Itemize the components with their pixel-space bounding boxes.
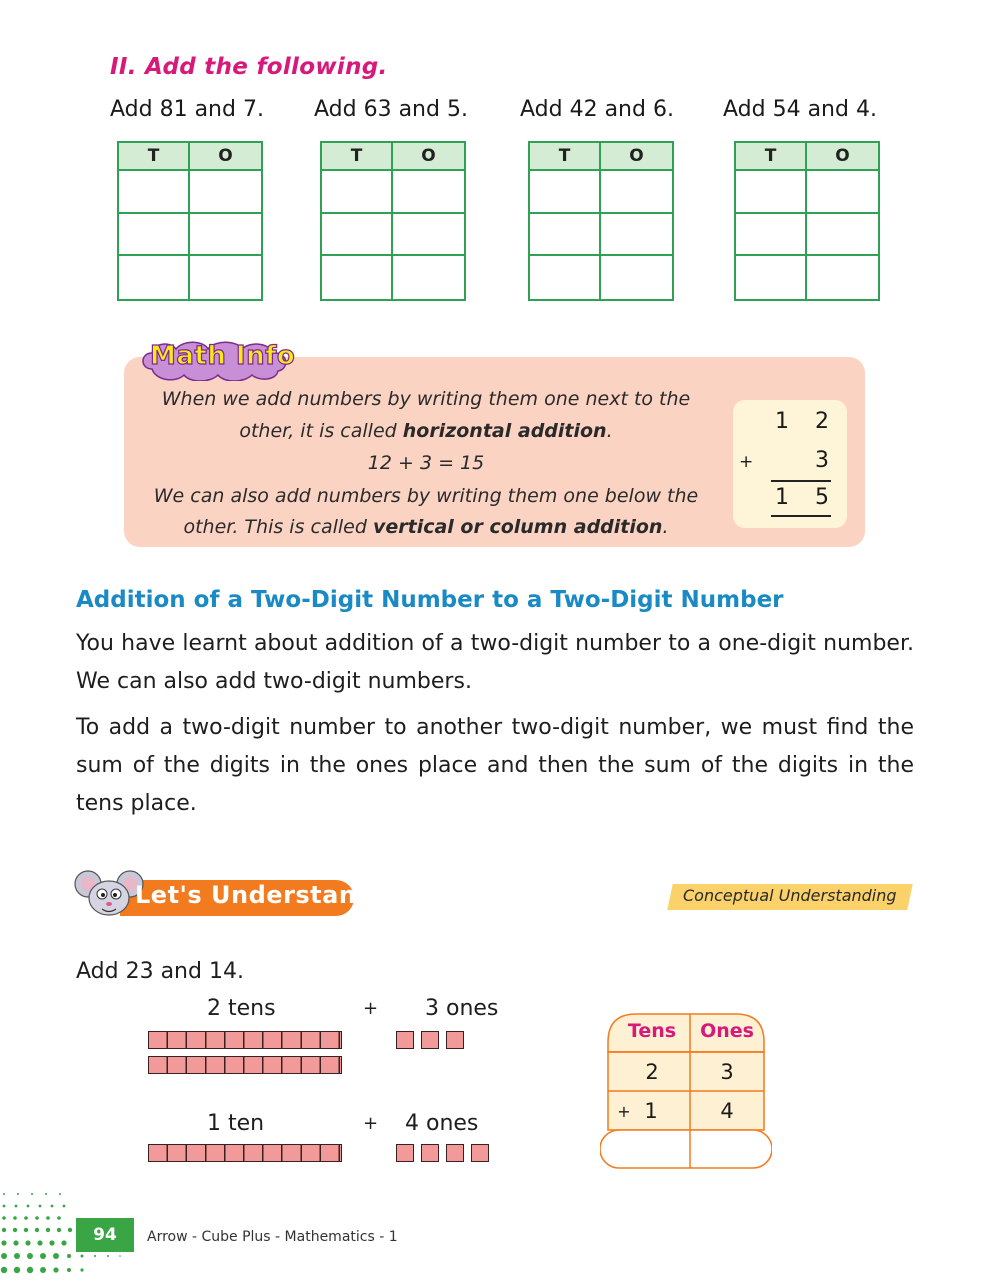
ones-label-1: 3 ones [425,996,499,1021]
unit-cube [396,1031,414,1049]
plus-sign: + [363,1113,379,1134]
answer-cell[interactable] [119,256,190,299]
sum-line [771,480,831,482]
ones-header: O [190,143,261,171]
digit: 5 [815,485,829,510]
section-heading: Addition of a Two-Digit Number to a Two-Digit Number [76,587,784,613]
plus-sign: + [617,1102,631,1121]
prompt-3: Add 42 and 6. [520,97,674,122]
digit: 1 [775,485,789,510]
answer-cell[interactable] [530,214,601,257]
digit: 3 [815,448,829,473]
lets-understand-label: Let's Understand [135,881,375,909]
answer-cell[interactable] [190,171,261,214]
answer-cell[interactable] [807,214,878,257]
unit-cube [421,1144,439,1162]
paragraph-1: You have learnt about addition of a two-digit number to a one-digit number. We can also add two-digit numbers. [76,631,914,694]
to-table-4 [734,141,880,301]
info-line-1: When we add numbers by writing them one next to the [161,388,691,410]
ones-answer-cell[interactable] [690,1132,770,1166]
to-table-1 [117,141,263,301]
ones-header: Ones [700,1020,754,1042]
sum-line [771,515,831,517]
answer-cell[interactable] [119,214,190,257]
tens-header: T [322,143,393,171]
answer-cell[interactable] [322,214,393,257]
ones-header: O [393,143,464,171]
info-line-2: other, it is called horizontal addition. [239,420,613,442]
to-table-2 [320,141,466,301]
ones-header: O [601,143,672,171]
answer-cell[interactable] [736,171,807,214]
answer-cell[interactable] [601,171,672,214]
section-title: II. Add the following. [110,54,388,80]
tens-header: T [119,143,190,171]
answer-cell[interactable] [807,256,878,299]
math-info-badge [138,339,298,381]
info-line-4: We can also add numbers by writing them one below the [153,485,699,507]
prompt-2: Add 63 and 5. [314,97,468,122]
answer-cell[interactable] [190,256,261,299]
ten-rod [148,1144,342,1162]
info-equation: 12 + 3 = 15 [367,452,485,474]
tens-digit: 2 [645,1060,659,1084]
answer-cell[interactable] [530,256,601,299]
ones-label-2: 4 ones [405,1111,479,1136]
badge-label: Math Info [150,341,296,371]
answer-cell[interactable] [601,256,672,299]
answer-cell[interactable] [322,256,393,299]
prompt-1: Add 81 and 7. [110,97,264,122]
plus-sign: + [363,998,379,1019]
concept-tag: Conceptual Understanding [683,886,897,905]
answer-cell[interactable] [736,256,807,299]
tens-header: Tens [627,1020,677,1042]
info-line-5: other. This is called vertical or column addition. [183,516,669,538]
answer-cell[interactable] [807,171,878,214]
answer-cell[interactable] [393,214,464,257]
to-table-3 [528,141,674,301]
answer-cell[interactable] [190,214,261,257]
answer-cell[interactable] [736,214,807,257]
tens-digit: 1 [644,1099,658,1123]
page-number: 94 [76,1218,134,1252]
unit-cube [421,1031,439,1049]
answer-cell[interactable] [530,171,601,214]
tens-header: T [530,143,601,171]
plus-sign: + [739,452,754,472]
ten-rod [148,1056,342,1074]
ones-digit: 4 [720,1099,734,1123]
unit-cube [471,1144,489,1162]
answer-cell[interactable] [601,214,672,257]
column-addition-example [733,400,847,528]
digit: 1 [775,409,789,434]
task-text: Add 23 and 14. [76,959,244,984]
mouse-mascot-icon [74,866,144,922]
unit-cube [446,1144,464,1162]
ten-rod [148,1031,342,1049]
answer-cell[interactable] [393,256,464,299]
tens-ones-table [608,1012,770,1170]
ones-header: O [807,143,878,171]
ones-digit: 3 [720,1060,734,1084]
paragraph-2: To add a two-digit number to another two-digit number, we must find the sum of the digits in the ones place and then the sum of the digits in the tens place. [76,715,914,816]
footer-title: Arrow - Cube Plus - Mathematics - 1 [147,1229,398,1245]
unit-cube [396,1144,414,1162]
answer-cell[interactable] [322,171,393,214]
prompt-4: Add 54 and 4. [723,97,877,122]
answer-cell[interactable] [119,171,190,214]
unit-cube [446,1031,464,1049]
answer-cell[interactable] [393,171,464,214]
digit: 2 [815,409,829,434]
tens-answer-cell[interactable] [608,1132,690,1166]
tens-label-1: 2 tens [207,996,276,1021]
tens-header: T [736,143,807,171]
tens-label-2: 1 ten [207,1111,265,1136]
